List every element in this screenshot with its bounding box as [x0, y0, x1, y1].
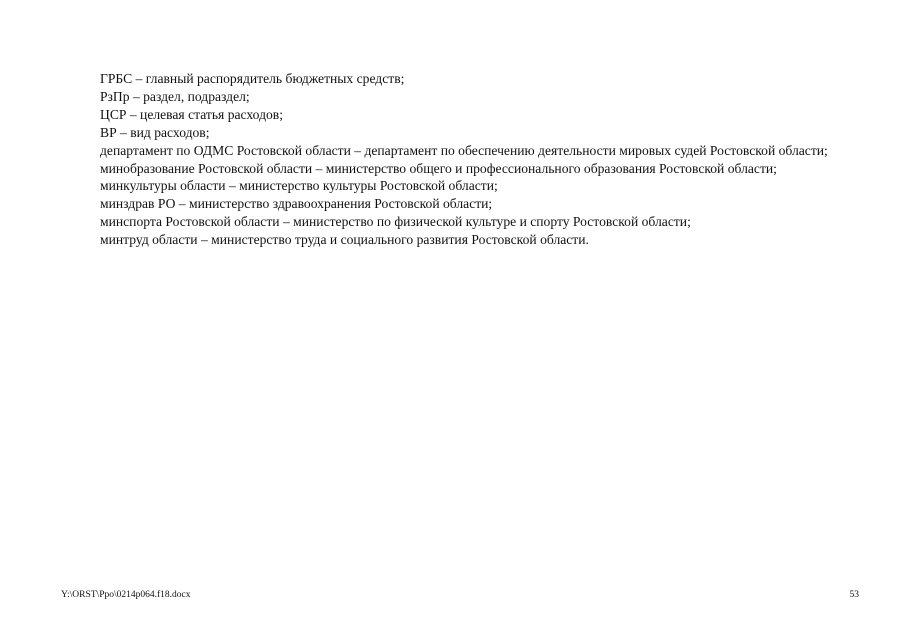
abbreviation-grbs: ГРБС – главный распорядитель бюджетных средств;	[100, 71, 405, 86]
abbreviation-mintrud: минтруд области – министерство труда и социального развития Ростовской области.	[100, 232, 589, 248]
footer-page-number: 53	[849, 590, 859, 600]
abbreviations-list	[61, 70, 859, 249]
abbreviation-rzpr: РзПр – раздел, подраздел;	[100, 88, 250, 104]
abbreviation-minkultury: минкультуры области – министерство культуры Ростовской области;	[100, 178, 498, 194]
abbreviation-minsporta: минспорта Ростовской области – министерство по физической культуре и спорту Ростовской области;	[100, 214, 691, 230]
abbreviation-tssr: ЦСР – целевая статья расходов;	[100, 106, 283, 122]
abbreviation-minobrazovanie: минобразование Ростовской области – министерство общего и профессионального образования Ростовской области;	[100, 160, 777, 176]
abbreviation-minzdrav: минздрав РО – министерство здравоохранения Ростовской области;	[100, 196, 493, 212]
abbreviation-odms-department: департамент по ОДМС Ростовской области – департамент по обеспечению деятельности мировых судей Ростовской области;	[100, 142, 828, 158]
page-footer	[61, 589, 859, 601]
footer-file-path: Y:\ORST\Ppo\0214p064.f18.docx	[61, 590, 191, 600]
abbreviation-vr: ВР – вид расходов;	[100, 124, 210, 140]
